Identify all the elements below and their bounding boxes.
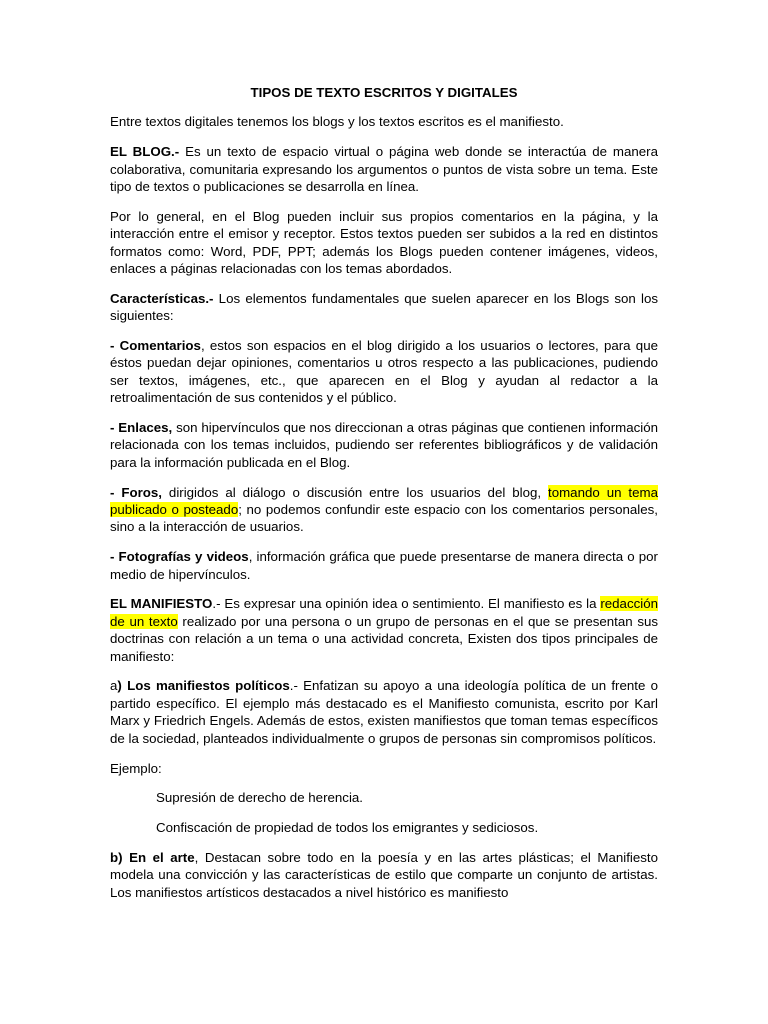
fotografias-heading: - Fotografías y videos: [110, 549, 249, 565]
intro-paragraph: Entre textos digitales tenemos los blogs y los textos escritos es el manifiesto.: [110, 114, 564, 130]
foros-paragraph: [110, 484, 658, 536]
ejemplo-item: Supresión de derecho de herencia.: [156, 790, 363, 806]
foros-text-after: ; no podemos confundir este espacio con los comentarios personales, sino a la interacción de usuarios.: [110, 502, 658, 535]
blog-paragraph: [110, 143, 658, 195]
fotografias-text: , información gráfica que puede presentarse de manera directa o por medio de hipervínculos.: [110, 549, 658, 582]
arte-paragraph: [110, 849, 658, 901]
politicos-text: .- Enfatizan su apoyo a una ideología política de un frente o partido específico. El ejemplo más destacado es el Manifiesto comunista, escrito por Karl Marx y Friedrich Engels. Además de estos, existen manifiestos que toman temas específicos de la sociedad, planteados individualmente o grupos de personas sin compromisos políticos.: [110, 678, 658, 746]
ejemplo-label: Ejemplo:: [110, 760, 162, 776]
manifiesto-text-after: realizado por una persona o un grupo de personas en el que se presentan sus doctrinas con relación a un tema o una actividad concreta, Existen dos tipos principales de manifiesto:: [110, 613, 659, 664]
manifiesto-text-before: .- Es expresar una opinión idea o sentimiento. El manifiesto es la: [212, 596, 601, 612]
blog-general-paragraph: Por lo general, en el Blog pueden incluir sus propios comentarios en la página, y la interacción entre el emisor y receptor. Estos textos pueden ser subidos a la red en distintos formatos como: Word, PDF, PPT; además los Blogs pueden contener imágenes, videos, enlaces a páginas relacionadas con los temas abordados.: [110, 208, 658, 277]
arte-heading: b) En el arte: [110, 849, 195, 865]
comentarios-heading: - Comentarios: [110, 338, 201, 354]
enlaces-paragraph: [110, 419, 658, 471]
comentarios-text: , estos son espacios en el blog dirigido a los usuarios o lectores, para que éstos puedan dejar opiniones, comentarios u otros respecto a las publicaciones, pudiendo ser textos, imágenes, etc., que aparecen en el Blog y ayudan al redactor a la retroalimentación de sus contenidos y el público.: [110, 338, 658, 406]
manifiesto-paragraph: [110, 595, 658, 665]
enlaces-text: son hipervínculos que nos direccionan a otras páginas que contienen información relacionada con los temas incluidos, pudiendo ser referentes bibliográficos y de validación para la información publicada en el Blog.: [110, 420, 658, 470]
ejemplo-item: Confiscación de propiedad de todos los emigrantes y sediciosos.: [156, 820, 539, 836]
document-title: TIPOS DE TEXTO ESCRITOS Y DIGITALES: [250, 85, 518, 100]
foros-text-before: dirigidos al diálogo o discusión entre los usuarios del blog,: [162, 484, 549, 500]
caracteristicas-heading: Características.-: [110, 290, 214, 306]
blog-text: Es un texto de espacio virtual o página web donde se interactúa de manera colaborativa, comunitaria expresando los argumentos o puntos de vista sobre un tema. Este tipo de textos o publicaciones se desarrolla en línea.: [110, 144, 658, 195]
arte-text: , Destacan sobre todo en la poesía y en las artes plásticas; el Manifiesto modela una convicción y las características de estilo que comparte un conjunto de artistas. Los manifiestos artísticos destacados a nivel histórico es manifiesto: [110, 849, 658, 900]
document-page: [110, 84, 658, 914]
politicos-heading: ) Los manifiestos políticos: [117, 678, 290, 694]
enlaces-heading: - Enlaces,: [110, 420, 173, 436]
politicos-prefix: a: [110, 678, 118, 694]
foros-highlight: tomando un tema publicado o posteado: [110, 484, 658, 518]
caracteristicas-paragraph: [110, 290, 658, 325]
blog-heading: EL BLOG.-: [110, 144, 180, 160]
comentarios-paragraph: [110, 337, 658, 407]
manifiesto-heading: EL MANIFIESTO: [110, 596, 213, 612]
fotografias-paragraph: [110, 548, 658, 583]
foros-heading: - Foros,: [110, 484, 162, 500]
caracteristicas-text: Los elementos fundamentales que suelen aparecer en los Blogs son los siguientes:: [110, 290, 658, 324]
politicos-paragraph: [110, 677, 658, 747]
manifiesto-highlight: redacción de un texto: [110, 596, 658, 629]
